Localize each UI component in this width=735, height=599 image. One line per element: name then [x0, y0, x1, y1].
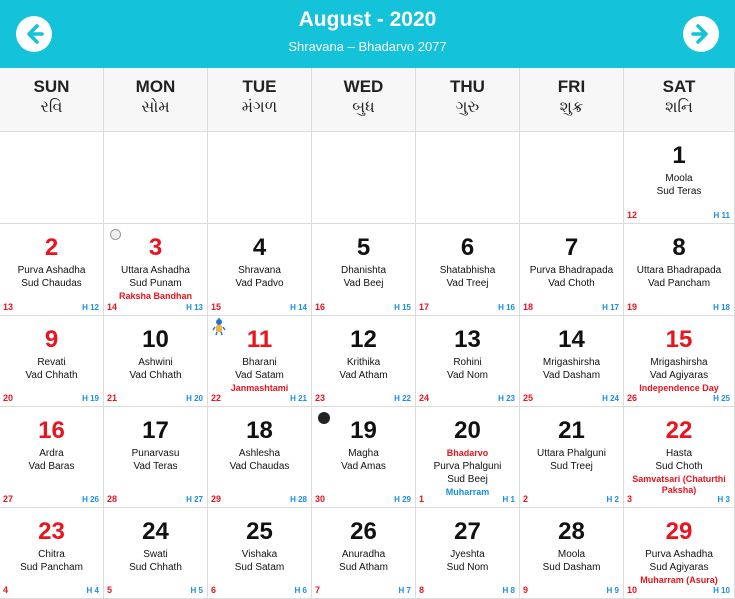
gujarati-date: 1 — [419, 494, 425, 504]
day-number: 9 — [44, 326, 59, 353]
gujarati-date: 29 — [211, 494, 222, 504]
tithi-label: Sud Satam — [234, 562, 285, 573]
calendar-header — [0, 0, 735, 68]
day-cell-11[interactable] — [208, 316, 312, 407]
day-cell-24[interactable] — [104, 508, 208, 599]
gujarati-date: 2 — [523, 494, 529, 504]
weekday-header-fri — [520, 68, 624, 132]
weekday-name: SUN — [33, 77, 70, 96]
day-cell-3[interactable] — [104, 224, 208, 316]
empty-day-cell — [104, 132, 208, 224]
weekday-name: SAT — [662, 77, 696, 96]
hijri-date: H 12 — [82, 303, 99, 312]
gujarati-date: 25 — [523, 393, 534, 403]
hijri-date: H 15 — [394, 303, 411, 312]
tithi-label: Vad Baras — [28, 461, 75, 472]
nakshatra-label: Shravana — [238, 265, 281, 276]
day-cell-27[interactable] — [416, 508, 520, 599]
gujarati-date: 6 — [211, 585, 217, 595]
weekday-name-gujarati: રવિ — [40, 99, 63, 116]
nakshatra-label: Purva Phalguni — [433, 461, 502, 472]
day-number: 4 — [252, 234, 267, 261]
day-cell-12[interactable] — [312, 316, 416, 407]
nakshatra-label: Ashlesha — [238, 448, 281, 459]
day-cell-9[interactable] — [0, 316, 104, 407]
gujarati-date: 28 — [107, 494, 118, 504]
hijri-date: H 7 — [398, 586, 411, 595]
tithi-label: Sud Dasham — [542, 562, 601, 573]
tithi-label: Vad Teras — [133, 461, 178, 472]
hijri-date: H 29 — [394, 495, 411, 504]
nakshatra-label: Purva Ashadha — [17, 265, 86, 276]
weekday-header-tue — [208, 68, 312, 132]
day-number: 3 — [148, 234, 163, 261]
tithi-label: Sud Atham — [339, 562, 388, 573]
hijri-date: H 16 — [498, 303, 515, 312]
month-title: August - 2020 — [298, 8, 437, 31]
day-number: 2 — [44, 234, 59, 261]
hijri-date: H 23 — [498, 394, 515, 403]
day-number: 21 — [558, 417, 585, 444]
gujarati-date: 26 — [627, 393, 638, 403]
day-number: 24 — [142, 518, 169, 545]
day-cell-15[interactable] — [624, 316, 735, 407]
hijri-date: H 19 — [82, 394, 99, 403]
nakshatra-label: Purva Bhadrapada — [529, 265, 614, 276]
month-subtitle: Shravana – Bhadarvo 2077 — [288, 39, 447, 54]
day-number: 28 — [558, 518, 585, 545]
day-cell-20[interactable] — [416, 407, 520, 508]
day-number: 16 — [38, 417, 65, 444]
day-cell-10[interactable] — [104, 316, 208, 407]
day-cell-21[interactable] — [520, 407, 624, 508]
weekday-name: THU — [450, 77, 485, 96]
gujarati-date: 8 — [419, 585, 425, 595]
hijri-date: H 8 — [502, 586, 515, 595]
day-number: 19 — [350, 417, 377, 444]
day-number: 27 — [454, 518, 481, 545]
weekday-name-gujarati: શુક્ર — [559, 99, 584, 116]
hijri-date: H 1 — [502, 495, 515, 504]
hijri-date: H 22 — [394, 394, 411, 403]
tithi-label: Sud Teras — [656, 186, 702, 197]
day-number: 26 — [350, 518, 377, 545]
empty-day-cell — [520, 132, 624, 224]
weekday-header-wed — [312, 68, 416, 132]
day-cell-23[interactable] — [0, 508, 104, 599]
day-number: 6 — [460, 234, 475, 261]
weekday-header-sat — [624, 68, 735, 132]
day-number: 14 — [558, 326, 585, 353]
day-cell-13[interactable] — [416, 316, 520, 407]
day-number: 22 — [665, 417, 693, 444]
festival-label: Raksha Bandhan — [118, 291, 193, 301]
gujarati-date: 3 — [627, 494, 633, 504]
month-start-label: Bhadarvo — [446, 448, 489, 458]
weekday-header-sun — [0, 68, 104, 132]
tithi-label: Vad Chhath — [129, 370, 182, 381]
hijri-date: H 13 — [186, 303, 203, 312]
gujarati-date: 20 — [3, 393, 14, 403]
hijri-date: H 10 — [713, 586, 730, 595]
nakshatra-label: Purva Ashadha — [645, 549, 713, 560]
weekday-header-thu — [416, 68, 520, 132]
hijri-date: H 20 — [186, 394, 203, 403]
gujarati-date: 21 — [107, 393, 118, 403]
gujarati-date: 4 — [3, 585, 9, 595]
weekday-name-gujarati: સોમ — [141, 99, 170, 116]
hijri-date: H 17 — [602, 303, 619, 312]
hijri-date: H 24 — [602, 394, 619, 403]
tithi-label: Sud Chhath — [129, 562, 182, 573]
nakshatra-label: Ardra — [39, 448, 64, 459]
weekday-name: MON — [135, 77, 176, 96]
weekday-name: TUE — [242, 77, 277, 96]
day-number: 10 — [142, 326, 169, 353]
nakshatra-label: Uttara Bhadrapada — [636, 265, 722, 276]
day-cell-18[interactable] — [208, 407, 312, 508]
gujarati-date: 30 — [315, 494, 326, 504]
day-number: 5 — [356, 234, 371, 261]
gujarati-date: 12 — [627, 210, 638, 220]
nakshatra-label: Swati — [143, 549, 168, 560]
nakshatra-label: Hasta — [665, 448, 693, 459]
gujarati-date: 24 — [419, 393, 430, 403]
arrow-right-icon — [688, 21, 714, 47]
tithi-label: Sud Chaudas — [21, 278, 82, 289]
day-number: 12 — [350, 326, 377, 353]
weekday-header-mon — [104, 68, 208, 132]
next-month-button[interactable] — [683, 16, 719, 52]
tithi-label: Vad Choth — [548, 278, 595, 289]
gujarati-date: 7 — [315, 585, 321, 595]
tithi-label: Vad Amas — [341, 461, 386, 472]
gujarati-date: 22 — [211, 393, 222, 403]
gujarati-date: 16 — [315, 302, 326, 312]
day-cell-17[interactable] — [104, 407, 208, 508]
empty-day-cell — [208, 132, 312, 224]
festival-label: Independence Day — [639, 383, 719, 393]
tithi-label: Sud Choth — [655, 461, 703, 472]
gujarati-date: 9 — [523, 585, 529, 595]
hijri-date: H 3 — [717, 495, 730, 504]
weekday-name: FRI — [557, 77, 586, 96]
gujarati-date: 19 — [627, 302, 638, 312]
nakshatra-label: Moola — [557, 549, 586, 560]
empty-day-cell — [0, 132, 104, 224]
festival-label: Janmashtami — [230, 383, 289, 393]
gujarati-date: 23 — [315, 393, 326, 403]
tithi-label: Sud Beej — [447, 474, 488, 485]
nakshatra-label: Rohini — [453, 357, 482, 368]
tithi-label: Vad Atham — [339, 370, 388, 381]
weekday-name-gujarati: શનિ — [665, 99, 693, 116]
empty-day-cell — [312, 132, 416, 224]
tithi-label: Vad Beej — [343, 278, 384, 289]
day-cell-2[interactable] — [0, 224, 104, 316]
hijri-date: H 27 — [186, 495, 203, 504]
day-number: 13 — [454, 326, 481, 353]
weekday-name-gujarati: બુધ — [352, 99, 375, 116]
hijri-date: H 28 — [290, 495, 307, 504]
nakshatra-label: Mrigashirsha — [650, 357, 708, 368]
day-number: 7 — [564, 234, 579, 261]
day-number: 18 — [246, 417, 273, 444]
weekday-name-gujarati: ગુરુ — [455, 99, 480, 116]
day-cell-19[interactable] — [312, 407, 416, 508]
tithi-label: Sud Punam — [129, 278, 182, 289]
nakshatra-label: Shatabhisha — [439, 265, 496, 276]
gujarati-date: 14 — [107, 302, 118, 312]
tithi-label: Vad Nom — [447, 370, 488, 381]
nakshatra-label: Moola — [665, 173, 693, 184]
hijri-date: H 5 — [190, 586, 203, 595]
hijri-date: H 4 — [86, 586, 99, 595]
festival-label-cont: Paksha) — [661, 485, 697, 495]
day-number: 29 — [665, 518, 693, 545]
hijri-date: H 21 — [290, 394, 307, 403]
day-cell-25[interactable] — [208, 508, 312, 599]
gujarati-date: 27 — [3, 494, 14, 504]
nakshatra-label: Revati — [37, 357, 66, 368]
tithi-label: Sud Nom — [446, 562, 489, 573]
day-cell-1[interactable] — [624, 132, 735, 224]
tithi-label: Sud Agiyaras — [649, 562, 709, 573]
festival-label: Samvatsari (Chaturthi — [632, 474, 726, 484]
nakshatra-label: Uttara Phalguni — [537, 448, 606, 459]
tithi-label: Vad Treej — [446, 278, 489, 289]
gujarati-date: 5 — [107, 585, 113, 595]
day-number: 20 — [454, 417, 481, 444]
nakshatra-label: Mrigashirsha — [542, 357, 601, 368]
day-cell-29[interactable] — [624, 508, 735, 599]
nakshatra-label: Anuradha — [341, 549, 386, 560]
nakshatra-label: Ashwini — [138, 357, 173, 368]
weekday-name-gujarati: મંગળ — [241, 99, 278, 116]
day-cell-7[interactable] — [520, 224, 624, 316]
hijri-date: H 11 — [713, 211, 730, 220]
weekday-name: WED — [343, 77, 384, 96]
nakshatra-label: Magha — [348, 448, 379, 459]
gujarati-date: 17 — [419, 302, 430, 312]
day-cell-16[interactable] — [0, 407, 104, 508]
islamic-event-label: Muharram — [445, 487, 490, 497]
day-cell-5[interactable] — [312, 224, 416, 316]
gujarati-date: 15 — [211, 302, 222, 312]
tithi-label: Vad Padvo — [235, 278, 284, 289]
nakshatra-label: Krithika — [346, 357, 381, 368]
gujarati-date: 10 — [627, 585, 638, 595]
day-cell-26[interactable] — [312, 508, 416, 599]
day-cell-22[interactable] — [624, 407, 735, 508]
tithi-label: Sud Pancham — [20, 562, 83, 573]
tithi-label: Vad Dasham — [542, 370, 601, 381]
tithi-label: Sud Treej — [550, 461, 593, 472]
gujarati-date: 13 — [3, 302, 14, 312]
nakshatra-label: Chitra — [38, 549, 65, 560]
tithi-label: Vad Chhath — [25, 370, 78, 381]
day-number: 1 — [672, 142, 686, 169]
hijri-date: H 26 — [82, 495, 99, 504]
day-cell-28[interactable] — [520, 508, 624, 599]
festival-label: Muharram (Asura) — [640, 575, 718, 585]
day-cell-8[interactable] — [624, 224, 735, 316]
nakshatra-label: Punarvasu — [131, 448, 180, 459]
nakshatra-label: Vishaka — [241, 549, 278, 560]
tithi-label: Vad Satam — [235, 370, 284, 381]
nakshatra-label: Bharani — [242, 357, 277, 368]
day-cell-4[interactable] — [208, 224, 312, 316]
day-number: 23 — [38, 518, 65, 545]
empty-day-cell — [416, 132, 520, 224]
hijri-date: H 2 — [606, 495, 619, 504]
hijri-date: H 6 — [294, 586, 307, 595]
hijri-date: H 14 — [290, 303, 307, 312]
day-cell-6[interactable] — [416, 224, 520, 316]
hijri-date: H 25 — [713, 394, 730, 403]
gujarati-date: 18 — [523, 302, 534, 312]
nakshatra-label: Uttara Ashadha — [121, 265, 190, 276]
tithi-label: Vad Chaudas — [229, 461, 290, 472]
day-cell-14[interactable] — [520, 316, 624, 407]
day-number: 25 — [246, 518, 273, 545]
day-number: 8 — [672, 234, 686, 261]
nakshatra-label: Dhanishta — [340, 265, 387, 276]
hijri-date: H 9 — [606, 586, 619, 595]
tithi-label: Vad Agiyaras — [649, 370, 709, 381]
day-number: 15 — [665, 326, 693, 353]
day-number: 11 — [246, 326, 273, 353]
nakshatra-label: Jyeshta — [450, 549, 485, 560]
day-number: 17 — [142, 417, 169, 444]
tithi-label: Vad Pancham — [647, 278, 711, 289]
hijri-date: H 18 — [713, 303, 730, 312]
